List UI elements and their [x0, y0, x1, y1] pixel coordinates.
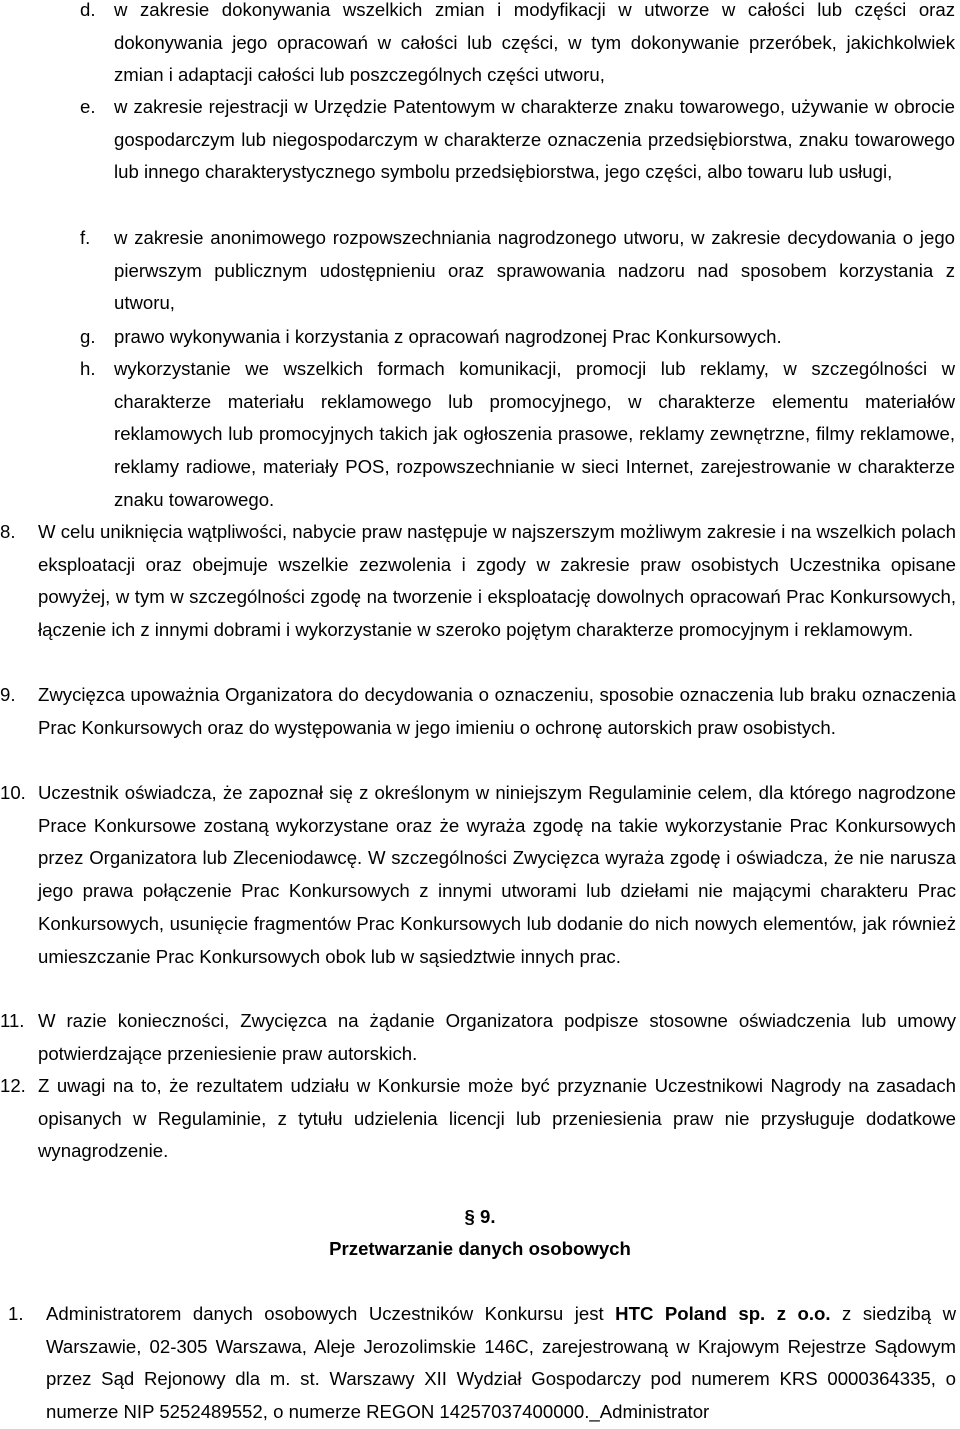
- list-item-text: [46, 1298, 956, 1429]
- list-item-text: Uczestnik oświadcza, że zapoznał się z określonym w niniejszym Regulaminie celem, dla którego nagrodzone Prace Konkursowe zostaną wykorzystane oraz że wyraża zgodę na takie wykorzystanie Prac Konkursowych przez Organizatora lub Zleceniodawcę. W szczególności Zwycięzca wyraża zgodę i oświadcza, że nie narusza jego prawa połączenie Prac Konkursowych z innymi utworami lub dziełami nie mającymi charakteru Prac Konkursowych, usunięcie fragmentów Prac Konkursowych lub dodanie do nich nowych elementów, jak również umieszczanie Prac Konkursowych obok lub w sąsiedztwie innych prac.: [38, 782, 956, 967]
- list-marker: 1.: [8, 1303, 24, 1324]
- list-item-text: Z uwagi na to, że rezultatem udziału w Konkursie może być przyznanie Uczestnikowi Nagrody na zasadach opisanych w Regulaminie, z tytułu udzielenia licencji lub przeniesienia praw nie przysługuje dodatkowe wynagrodzenie.: [38, 1075, 956, 1162]
- company-name: HTC Poland sp. z o.o.: [615, 1303, 831, 1324]
- list-item-text: wykorzystanie we wszelkich formach komunikacji, promocji lub reklamy, w szczególności w charakterze materiału reklamowego lub promocyjnego, w charakterze elementu materiałów reklamowych lub promocyjnych takich jak ogłoszenia prasowe, reklamy zewnętrzne, filmy reklamowe, reklamy radiowe, materiały POS, rozpowszechnianie w sieci Internet, zarejestrowanie w charakterze znaku towarowego.: [114, 358, 955, 510]
- section-title: Przetwarzanie danych osobowych: [329, 1238, 631, 1259]
- list-item-admin: [0, 1298, 960, 1429]
- list-item-h: [0, 353, 960, 517]
- admin-text-before: Administratorem danych osobowych Uczestników Konkursu jest: [46, 1303, 616, 1324]
- list-marker: d.: [80, 0, 96, 20]
- list-item-text: W razie konieczności, Zwycięzca na żądanie Organizatora podpisze stosowne oświadczenia lub umowy potwierdzające przeniesienie praw autorskich.: [38, 1010, 956, 1064]
- list-marker: 10.: [0, 782, 26, 803]
- list-marker: h.: [80, 358, 96, 379]
- list-item-e: [0, 91, 960, 189]
- list-item-text: W celu uniknięcia wątpliwości, nabycie praw następuje w najszerszym możliwym zakresie i na wszelkich polach eksploatacji oraz obejmuje wszelkie zezwolenia i zgody w zakresie praw osobistych Uczestnika opisane powyżej, w tym w szczególności zgodę na tworzenie i eksploatację dowolnych opracowań Prac Konkursowych, łączenie ich z innymi dobrami i wykorzystanie w szeroko pojętym charakterze promocyjnym i reklamowym.: [38, 521, 956, 641]
- list-marker: 12.: [0, 1075, 26, 1096]
- list-marker: g.: [80, 326, 96, 347]
- list-item-text: w zakresie rejestracji w Urzędzie Patentowym w charakterze znaku towarowego, używanie w obrocie gospodarczym lub niegospodarczym w charakterze oznaczenia przedsiębiorstwa, znaku towarowego lub innego charakterystycznego symbolu przedsiębiorstwa, jego części, albo towaru lub usługi,: [114, 96, 955, 183]
- list-marker: e.: [80, 96, 96, 117]
- list-marker: f.: [80, 227, 91, 248]
- list-item-f: [0, 222, 960, 320]
- list-marker: 9.: [0, 684, 16, 705]
- list-item-d: [0, 0, 960, 92]
- section-number: § 9.: [464, 1206, 496, 1227]
- list-item-text: w zakresie dokonywania wszelkich zmian i modyfikacji w utworze w całości lub części oraz dokonywania jego opracowań w całości lub części, w tym dokonywanie przeróbek, jakichkolwiek zmian i adaptacji całości lub poszczególnych części utworu,: [114, 0, 955, 86]
- list-item-11: [0, 1005, 960, 1070]
- list-marker: 11.: [0, 1010, 25, 1031]
- list-item-8: [0, 516, 960, 647]
- list-item-text: prawo wykonywania i korzystania z opracowań nagrodzonej Prac Konkursowych.: [114, 326, 782, 347]
- list-item-g: [0, 321, 960, 354]
- admin-text-after: z siedzibą w Warszawie, 02-305 Warszawa, Aleje Jerozolimskie 146C, zarejestrowaną w Krajowym Rejestrze Sądowym przez Sąd Rejonowy dla m. st. Warszawy XII Wydział Gospodarczy pod numerem KRS 0000364335, o numerze NIP 5252489552, o numerze REGON 14257037400000._Administrator: [46, 1303, 956, 1423]
- list-item-9: [0, 679, 960, 744]
- list-item-12: [0, 1070, 960, 1168]
- list-item-text: Zwycięzca upoważnia Organizatora do decydowania o oznaczeniu, sposobie oznaczenia lub braku oznaczenia Prac Konkursowych oraz do występowania w jego imieniu o ochronę autorskich praw osobistych.: [38, 684, 956, 738]
- list-item-10: [0, 777, 960, 973]
- list-marker: 8.: [0, 521, 16, 542]
- list-item-text: w zakresie anonimowego rozpowszechniania nagrodzonego utworu, w zakresie decydowania o jego pierwszym publicznym udostępnieniu oraz sprawowania nadzoru nad sposobem korzystania z utworu,: [114, 227, 955, 314]
